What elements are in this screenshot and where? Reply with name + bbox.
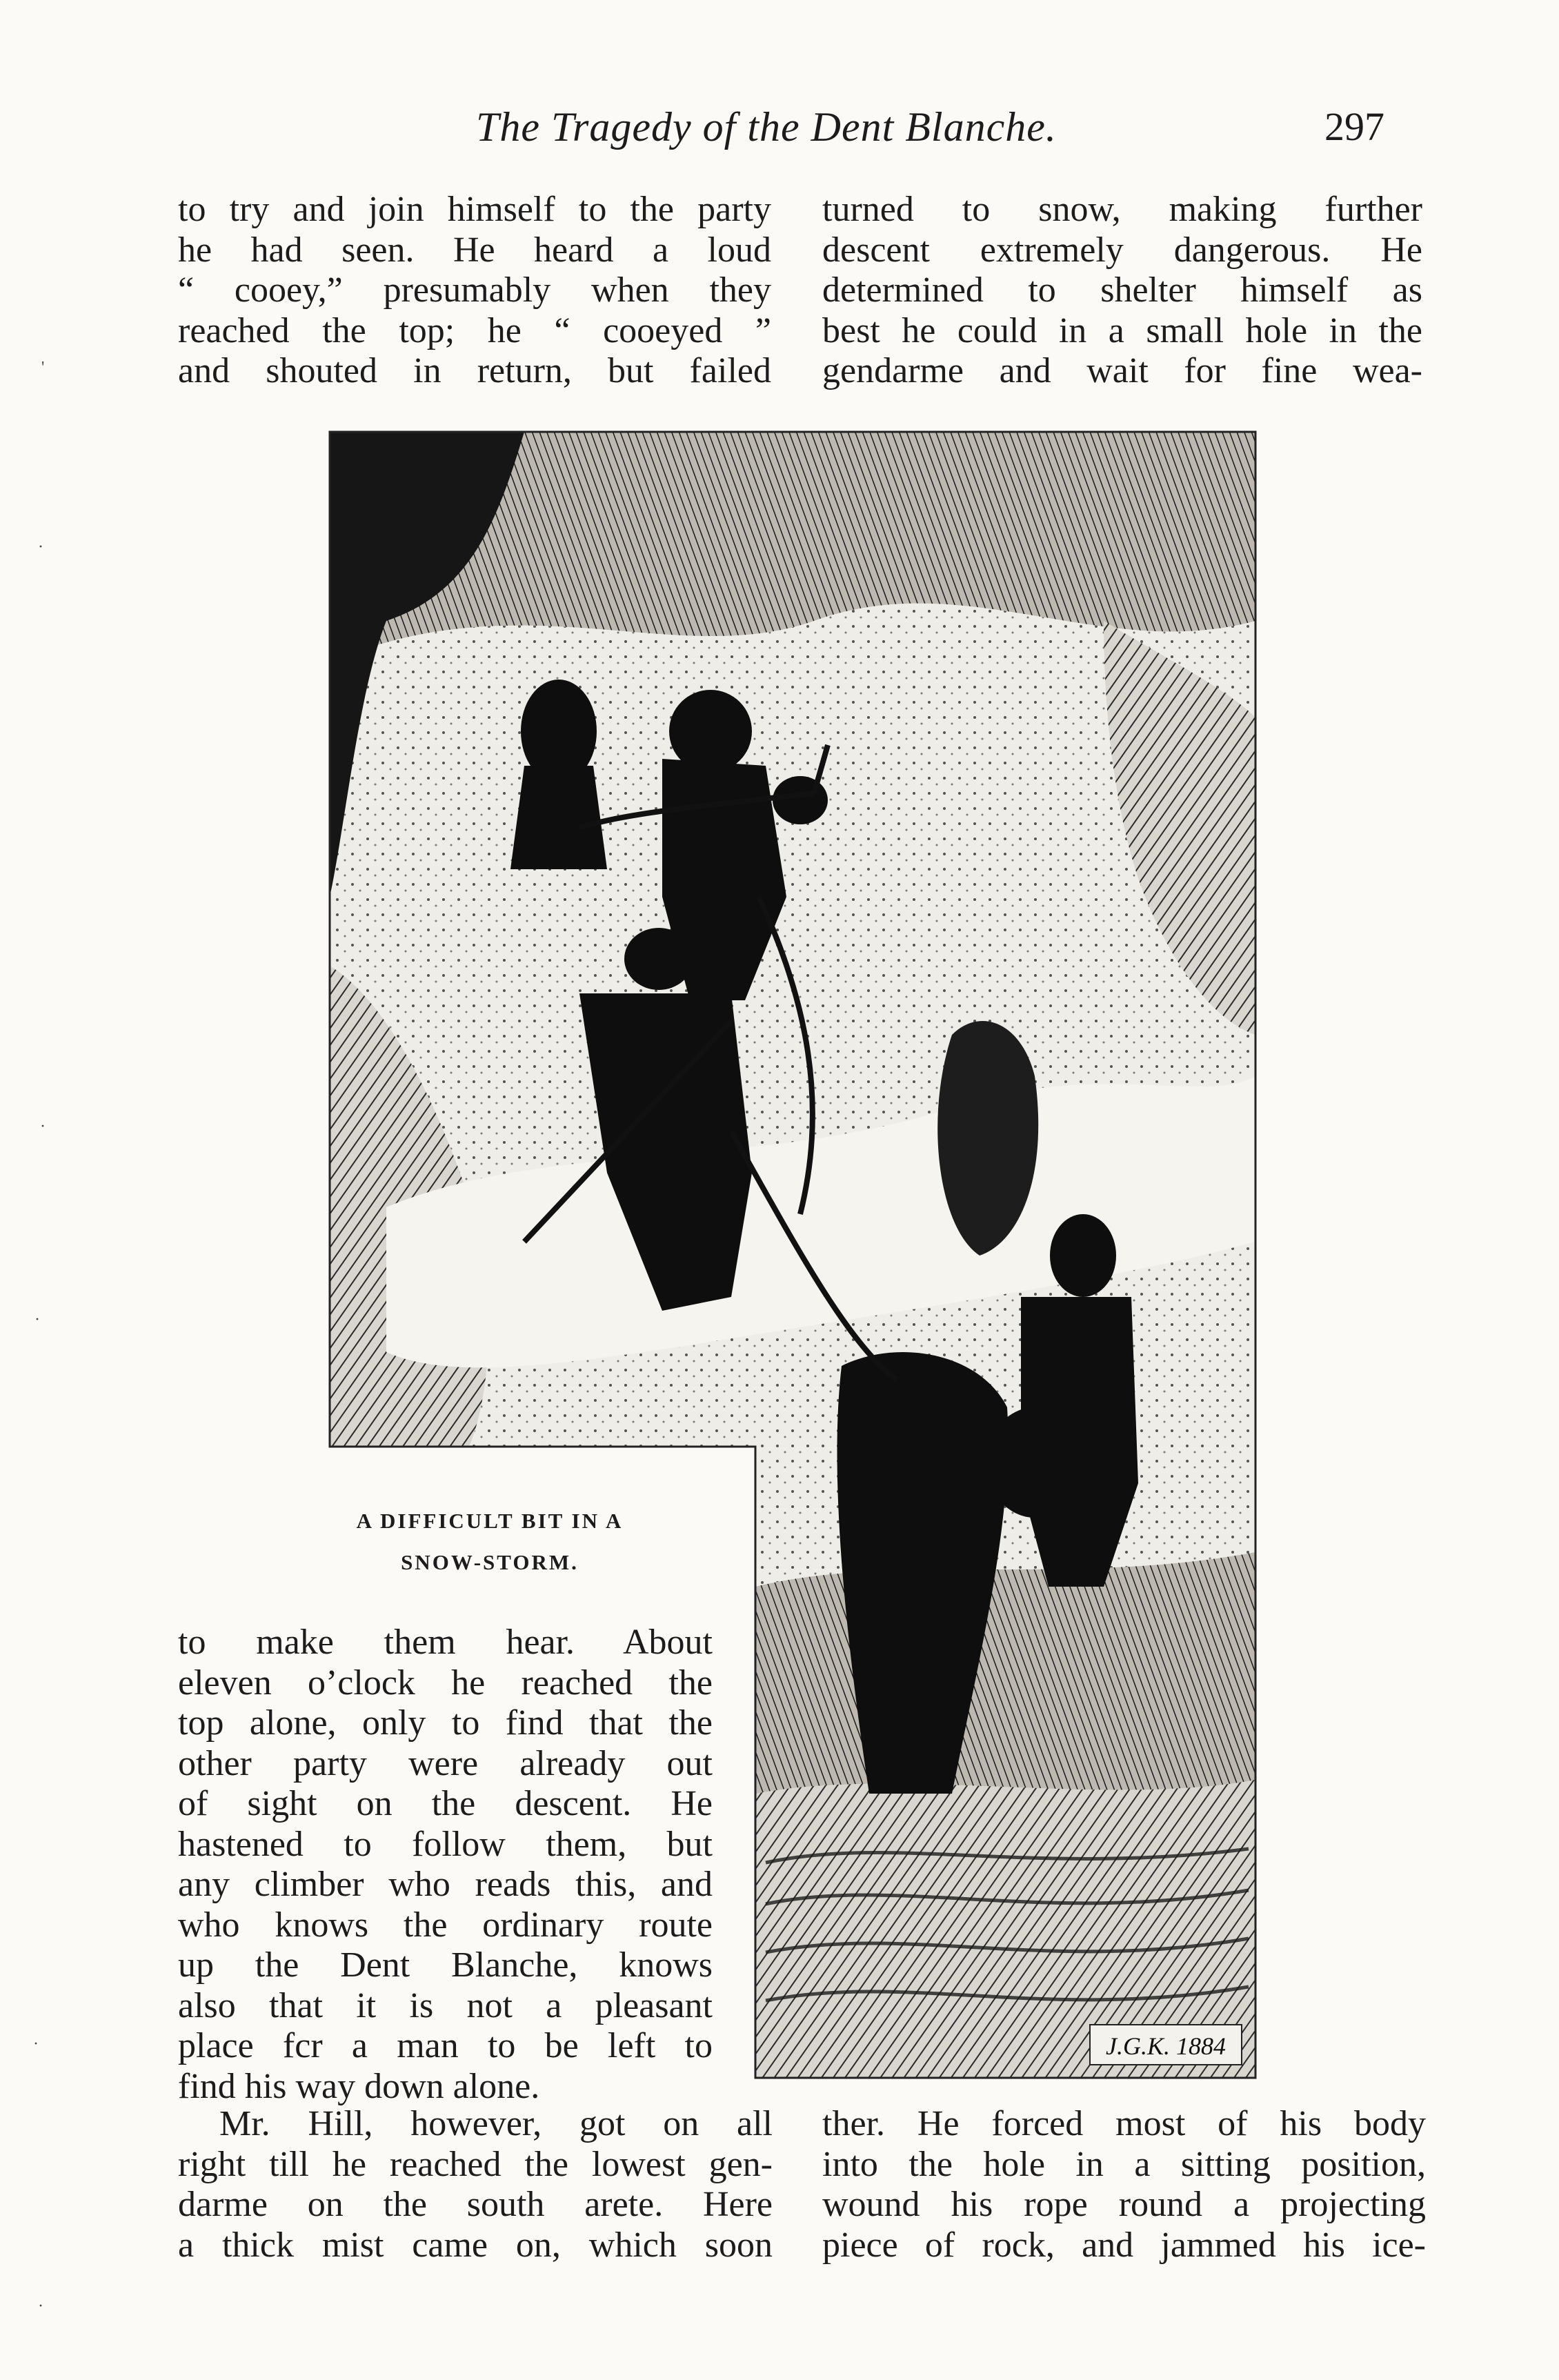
text-line: any climber who reads this, and bbox=[178, 1865, 713, 1904]
page-number: 297 bbox=[1324, 104, 1384, 149]
text-line: also that it is not a pleasant bbox=[178, 1985, 713, 2025]
text-line: he had seen. He heard a loud bbox=[178, 230, 771, 270]
running-header-title: The Tragedy of the Dent Blanche. bbox=[476, 104, 1057, 150]
bottom-left-column bbox=[178, 2104, 773, 2265]
text-line: eleven o’clock he reached the bbox=[178, 1663, 713, 1703]
text-line: to try and join himself to the party bbox=[178, 190, 771, 229]
text-line: determined to shelter himself as bbox=[822, 270, 1422, 310]
text-line: wound his rope round a projecting bbox=[822, 2185, 1426, 2224]
text-line: of sight on the descent. He bbox=[178, 1784, 713, 1823]
text-line: top alone, only to find that the bbox=[178, 1703, 713, 1743]
caption-line: SNOW-STORM. bbox=[401, 1550, 579, 1574]
caption-line: A DIFFICULT BIT IN A bbox=[356, 1509, 624, 1533]
text-line: darme on the south arete. Here bbox=[178, 2185, 773, 2224]
text-line: gendarme and wait for fine wea- bbox=[822, 351, 1422, 390]
text-line: descent extremely dangerous. He bbox=[822, 230, 1422, 270]
text-line: place fcr a man to be left to bbox=[178, 2026, 713, 2065]
text-line: and shouted in return, but failed bbox=[178, 351, 771, 390]
text-line: piece of rock, and jammed his ice- bbox=[822, 2225, 1426, 2265]
text-line: hastened to follow them, but bbox=[178, 1824, 713, 1864]
illustration-signature: J.G.K. 1884 bbox=[1106, 2032, 1226, 2060]
text-line: right till he reached the lowest gen- bbox=[178, 2144, 773, 2184]
text-line: into the hole in a sitting position, bbox=[822, 2144, 1426, 2184]
text-line: a thick mist came on, which soon bbox=[178, 2225, 773, 2265]
text-line: turned to snow, making further bbox=[822, 190, 1422, 229]
text-line: reached the top; he “ cooeyed ” bbox=[178, 310, 771, 350]
text-line: up the Dent Blanche, knows bbox=[178, 1945, 713, 1985]
bottom-right-column bbox=[822, 2104, 1426, 2265]
text-line: best he could in a small hole in the bbox=[822, 310, 1422, 350]
text-line: find his way down alone. bbox=[178, 2066, 540, 2106]
text-line: “ cooey,” presumably when they bbox=[178, 270, 771, 310]
text-line: to make them hear. About bbox=[178, 1623, 713, 1662]
left-lower-column bbox=[178, 1623, 713, 2107]
illustration-caption bbox=[207, 1500, 773, 1583]
text-line: Mr. Hill, however, got on all bbox=[219, 2104, 773, 2143]
text-line: other party were already out bbox=[178, 1743, 713, 1783]
text-line: ther. He forced most of his body bbox=[822, 2104, 1426, 2143]
text-line: who knows the ordinary route bbox=[178, 1905, 713, 1945]
